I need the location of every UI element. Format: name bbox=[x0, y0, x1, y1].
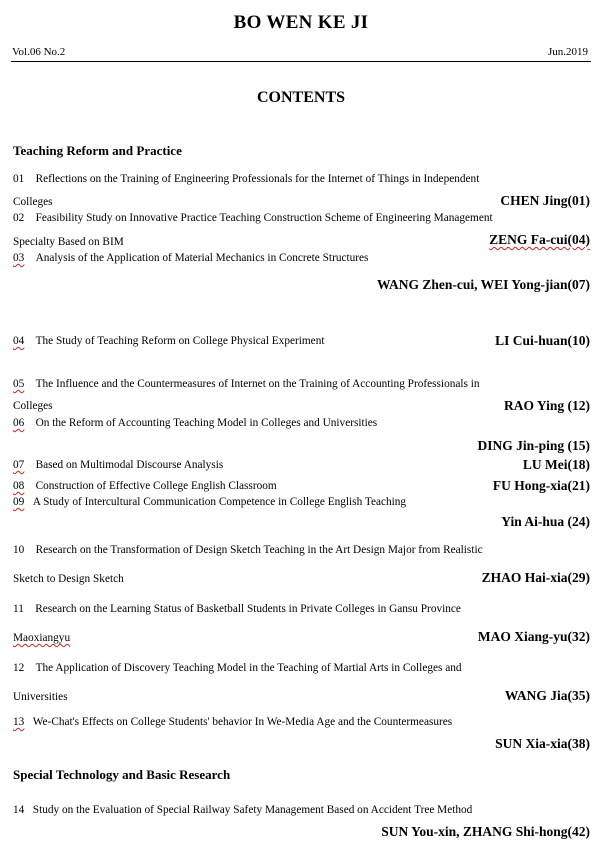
entry-number: 10 bbox=[13, 544, 25, 556]
entry-title-line1: Based on Multimodal Discourse Analysis bbox=[35, 459, 224, 471]
entry-number: 09 bbox=[13, 496, 25, 508]
entry-05-author: RAO Ying (12) bbox=[504, 398, 590, 413]
entry-title-line1: Study on the Evaluation of Special Railway Safety Management Based on Accident Tree Method bbox=[32, 804, 473, 816]
entry-number: 01 bbox=[13, 173, 25, 185]
entry-title-line1: Research on the Transformation of Design Sketch Teaching in the Art Design Major from Realistic bbox=[35, 544, 483, 556]
entry-title-line1: The Influence and the Countermeasures of Internet on the Training of Accounting Professionals in bbox=[35, 378, 480, 390]
entry-10-title bbox=[13, 544, 483, 556]
entry-07-title bbox=[13, 459, 223, 471]
entry-09-author: Yin Ai-hua (24) bbox=[501, 514, 590, 529]
entry-04-author: LI Cui-huan(10) bbox=[495, 333, 590, 348]
entry-number: 04 bbox=[13, 335, 25, 347]
section-heading-special-technology: Special Technology and Basic Research bbox=[13, 767, 231, 782]
entry-10-author: ZHAO Hai-xia(29) bbox=[481, 570, 590, 585]
entry-02-title-line2: Specialty Based on BIM bbox=[13, 236, 124, 248]
entry-02-author: ZENG Fa-cui(04) bbox=[489, 232, 590, 247]
entry-01-title-line2: Colleges bbox=[13, 196, 53, 208]
entry-01-author: CHEN Jing(01) bbox=[500, 193, 590, 208]
entry-12-author: WANG Jia(35) bbox=[504, 688, 590, 703]
entry-title-line1: The Application of Discovery Teaching Model in the Teaching of Martial Arts in Colleges and bbox=[35, 662, 462, 674]
entry-04-title bbox=[13, 335, 325, 347]
entry-12-title bbox=[13, 662, 462, 674]
entry-number: 07 bbox=[13, 459, 25, 471]
entry-14-author: SUN You-xin, ZHANG Shi-hong(42) bbox=[381, 824, 590, 839]
entry-title-line1: Analysis of the Application of Material Mechanics in Concrete Structures bbox=[35, 252, 369, 264]
entry-12-title-line2: Universities bbox=[13, 691, 68, 703]
volume-label: Vol.06 No.2 bbox=[12, 46, 66, 58]
entry-title-line1: We-Chat's Effects on College Students' behavior In We-Media Age and the Countermeasures bbox=[32, 716, 453, 728]
entry-03-author: WANG Zhen-cui, WEI Yong-jian(07) bbox=[376, 277, 590, 292]
entry-02-title bbox=[13, 212, 493, 224]
entry-05-title bbox=[13, 378, 480, 390]
entry-13-author: SUN Xia-xia(38) bbox=[495, 736, 590, 751]
entry-06-title bbox=[13, 417, 377, 429]
entry-number: 06 bbox=[13, 417, 25, 429]
entry-number: 12 bbox=[13, 662, 25, 674]
entry-number: 03 bbox=[13, 252, 25, 264]
entry-03-title bbox=[13, 252, 368, 264]
entry-number: 14 bbox=[13, 804, 25, 816]
entry-11-title bbox=[13, 603, 461, 615]
header-divider bbox=[11, 61, 591, 62]
entry-title-line1: A Study of Intercultural Communication Competence in College English Teaching bbox=[32, 496, 407, 508]
entry-number: 02 bbox=[13, 212, 25, 224]
date-label: Jun.2019 bbox=[547, 46, 588, 58]
entry-14-title bbox=[13, 804, 472, 816]
entry-08-title bbox=[13, 480, 277, 492]
journal-title: BO WEN KE JI bbox=[233, 12, 369, 33]
entry-11-author: MAO Xiang-yu(32) bbox=[477, 629, 590, 644]
entry-05-title-line2: Colleges bbox=[13, 400, 53, 412]
entry-01-title bbox=[13, 173, 479, 185]
entry-07-author: LU Mei(18) bbox=[522, 457, 590, 472]
entry-number: 11 bbox=[13, 603, 24, 615]
entry-06-author: DING Jin-ping (15) bbox=[477, 438, 590, 453]
entry-title-line1: Research on the Learning Status of Basketball Students in Private Colleges in Gansu Province bbox=[35, 603, 461, 615]
entry-09-title bbox=[13, 496, 406, 508]
entry-13-title bbox=[13, 716, 452, 728]
entry-title-line1: Construction of Effective College English Classroom bbox=[35, 480, 277, 492]
entry-number: 08 bbox=[13, 480, 25, 492]
entry-number: 13 bbox=[13, 716, 25, 728]
contents-heading: CONTENTS bbox=[256, 89, 346, 106]
entry-11-title-line2: Maoxiangyu bbox=[13, 632, 71, 644]
section-heading-teaching-reform: Teaching Reform and Practice bbox=[13, 143, 182, 158]
entry-title-line1: The Study of Teaching Reform on College Physical Experiment bbox=[35, 335, 325, 347]
entry-10-title-line2: Sketch to Design Sketch bbox=[13, 573, 124, 585]
entry-title-line1: Feasibility Study on Innovative Practice Teaching Construction Scheme of Engineering Management bbox=[35, 212, 493, 224]
entry-number: 05 bbox=[13, 378, 25, 390]
entry-08-author: FU Hong-xia(21) bbox=[492, 478, 590, 493]
entry-title-line1: On the Reform of Accounting Teaching Model in Colleges and Universities bbox=[35, 417, 378, 429]
entry-title-line1: Reflections on the Training of Engineering Professionals for the Internet of Things in Independent bbox=[35, 173, 480, 185]
